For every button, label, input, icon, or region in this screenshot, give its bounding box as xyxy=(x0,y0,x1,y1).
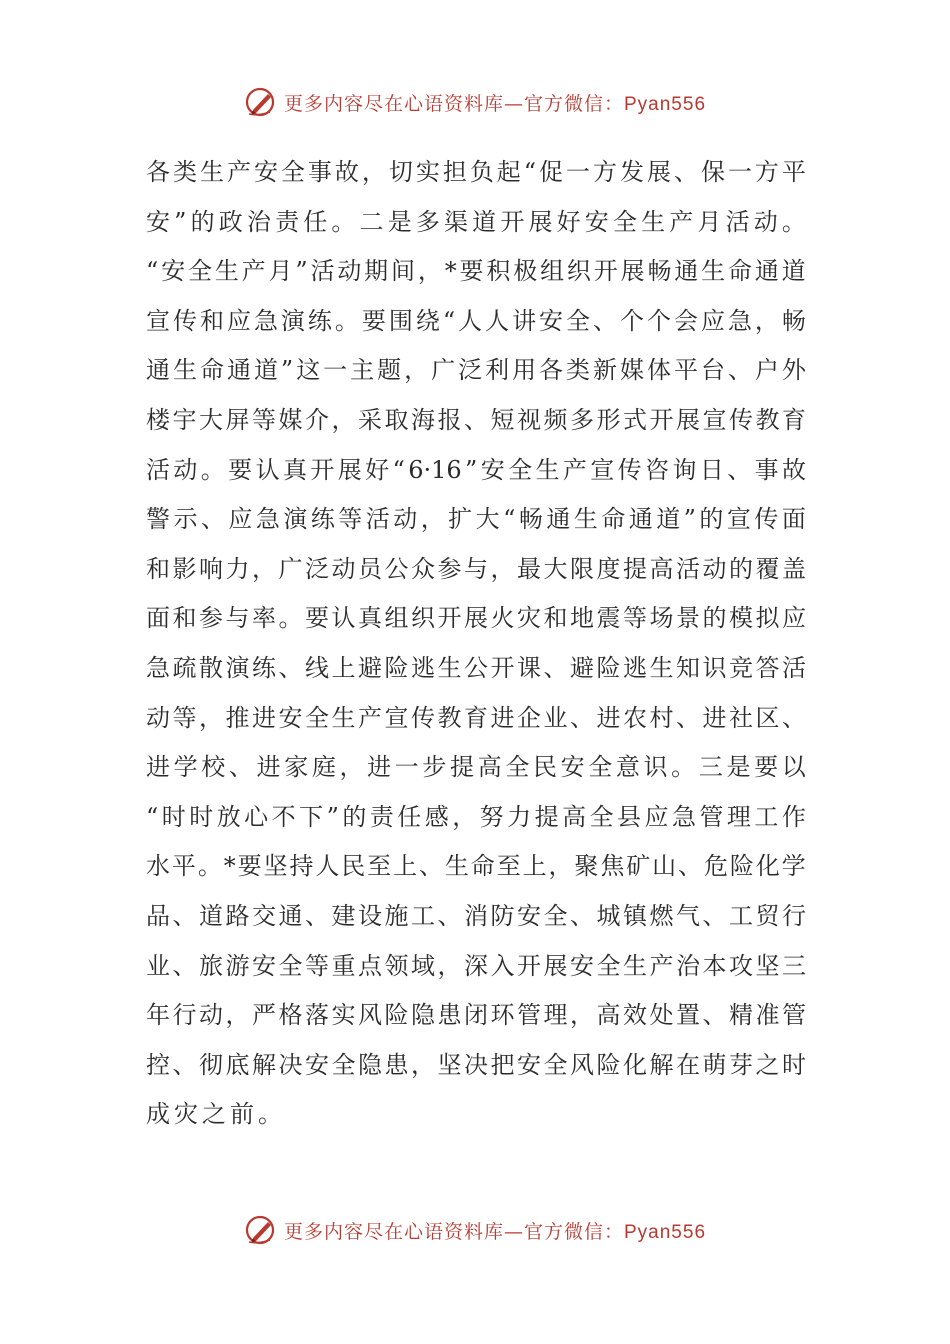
text-line-20: 成 灾 之 前 。 xyxy=(146,1100,286,1129)
text-line-11: 急 疏 散 演 练 、 线 上 避 险 逃 生 公 开 课 、 避 险 逃 生 知 识 竞 答 活 xyxy=(146,653,806,682)
text-line-17: 业 、 旅 游 安 全 等 重 点 领 域 ， 深 入 开 展 安 全 生 产 治 本 攻 坚 三 xyxy=(146,951,806,980)
text-line-19: 控 、 彻 底 解 决 安 全 隐 患 ， 坚 决 把 安 全 风 险 化 解 在 萌 芽 之 时 xyxy=(146,1050,806,1079)
text-line-16: 品 、 道 路 交 通 、 建 设 施 工 、 消 防 安 全 、 城 镇 燃 气 、 工 贸 行 xyxy=(146,901,806,930)
text-line-2: 安 ” 的 政 治 责 任 。 二 是 多 渠 道 开 展 好 安 全 生 产 月 活 动 。 xyxy=(146,207,806,236)
footer-watermark xyxy=(0,1210,950,1250)
text-line-18: 年 行 动 ， 严 格 落 实 风 险 隐 患 闭 环 管 理 ， 高 效 处 置 、 精 准 管 xyxy=(146,1001,806,1030)
text-line-5: 通 生 命 通 道 ” 这 一 主 题 ， 广 泛 利 用 各 类 新 媒 体 平 台 、 户 外 xyxy=(146,356,806,385)
text-line-6: 楼 宇 大 屏 等 媒 介 ， 采 取 海 报 、 短 视 频 多 形 式 开 展 宣 传 教 育 xyxy=(146,405,806,434)
pen-logo-icon xyxy=(244,85,278,119)
watermark-brand: 更多内容尽在心语资料库—官方微信： xyxy=(283,92,624,115)
watermark-text xyxy=(284,1217,706,1244)
text-line-10: 面 和 参 与 率 。 要 认 真 组 织 开 展 火 灾 和 地 震 等 场 景 的 模 拟 应 xyxy=(146,604,806,633)
watermark-wechat-id: Pyan556 xyxy=(624,93,707,115)
text-line-3: “ 安 全 生 产 月 ” 活 动 期 间 ， * 要 积 极 组 织 开 展 畅 通 生 命 通 道 xyxy=(146,257,806,286)
watermark-brand: 更多内容尽在心语资料库—官方微信： xyxy=(283,1220,624,1243)
document-body xyxy=(146,148,806,1140)
text-line-7: 活 动 。 要 认 真 开 展 好 “ 6·16 ” 安 全 生 产 宣 传 咨 询 日 、 事 故 xyxy=(146,455,806,484)
text-line-15: 水 平 。 * 要 坚 持 人 民 至 上 、 生 命 至 上 ， 聚 焦 矿 山 、 危 险 化 学 xyxy=(146,852,806,881)
watermark-text xyxy=(284,89,706,116)
text-line-12: 动 等 ， 推 进 安 全 生 产 宣 传 教 育 进 企 业 、 进 农 村 、 进 社 区 、 xyxy=(146,703,806,732)
pen-logo-icon xyxy=(244,1213,278,1247)
text-line-4: 宣 传 和 应 急 演 练 。 要 围 绕 “ 人 人 讲 安 全 、 个 个 会 应 急 ， 畅 xyxy=(146,306,806,335)
text-line-8: 警 示 、 应 急 演 练 等 活 动 ， 扩 大 “ 畅 通 生 命 通 道 ” 的 宣 传 面 xyxy=(146,505,806,534)
watermark-wechat-id: Pyan556 xyxy=(624,1221,707,1243)
text-line-14: “ 时 时 放 心 不 下 ” 的 责 任 感 ， 努 力 提 高 全 县 应 急 管 理 工 作 xyxy=(146,802,806,831)
text-line-1: 各 类 生 产 安 全 事 故 ， 切 实 担 负 起 “ 促 一 方 发 展 、 保 一 方 平 xyxy=(146,158,806,186)
text-line-13: 进 学 校 、 进 家 庭 ， 进 一 步 提 高 全 民 安 全 意 识 。 三 是 要 以 xyxy=(146,753,806,782)
text-line-9: 和 影 响 力 ， 广 泛 动 员 公 众 参 与 ， 最 大 限 度 提 高 活 动 的 覆 盖 xyxy=(146,554,806,583)
header-watermark xyxy=(0,82,950,122)
